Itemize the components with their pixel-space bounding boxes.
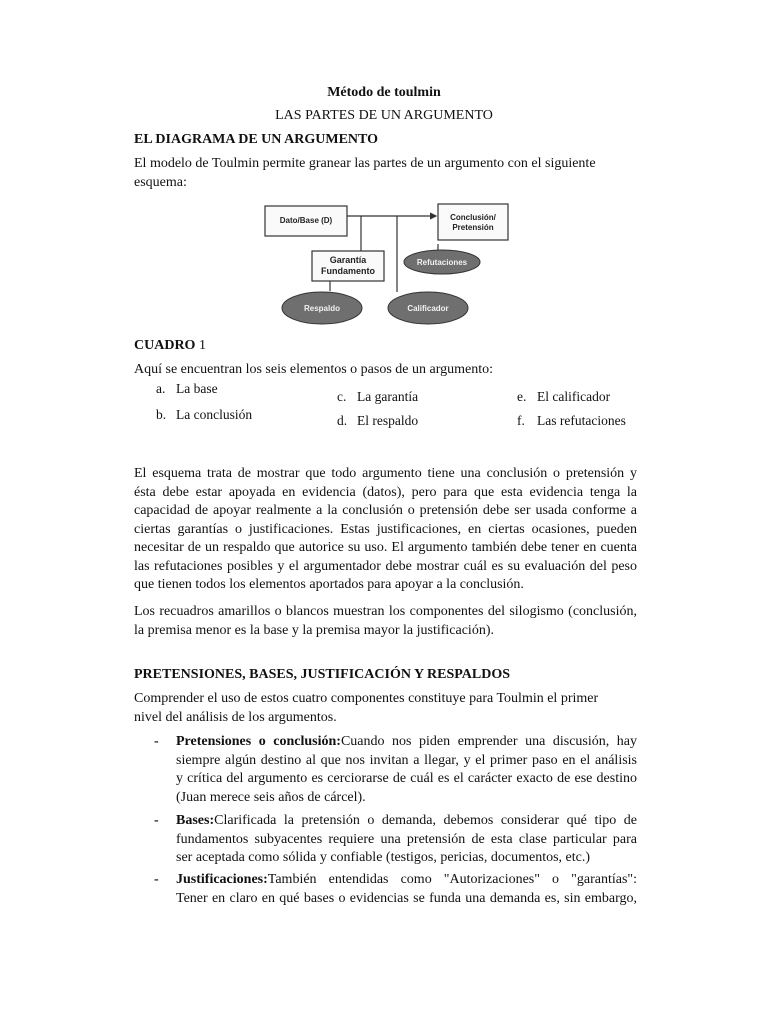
- bullet-line: y crítica del argumento es cerciorarse de cuál es el carácter exacto de ese destino: [176, 771, 637, 786]
- paragraph-esquema: [134, 465, 637, 595]
- conclusion-label-1: Conclusión/: [450, 213, 496, 222]
- bullet-term: Pretensiones o conclusión:: [176, 734, 341, 749]
- intro-line-2: esquema:: [134, 175, 187, 190]
- refutaciones-label: Refutaciones: [416, 258, 468, 267]
- bullet-line: fundamentos subyacentes requiere una pretensión de esta clase particular para: [176, 831, 637, 847]
- calificador-label: Calificador: [407, 304, 449, 313]
- paragraph-line: necesitar de un respaldo que autorice su uso. El argumento también debe tener en cuenta: [134, 540, 637, 555]
- paragraph-line: ciertas garantías o justificaciones. Estas justificaciones, en ciertas ocasiones, pueden: [134, 521, 637, 537]
- bullet-text: [176, 871, 637, 908]
- paragraph-line: que tienen todos los elementos aportados para apoyar a la conclusión.: [134, 577, 524, 592]
- bullet-line: siempre algún destino al que nos invitan a llegar, y el primer paso en el análisis: [176, 752, 637, 768]
- paragraph-line: El esquema trata de mostrar que todo argumento tiene una conclusión o pretensión y: [134, 466, 637, 481]
- cuadro-label: CUADRO: [134, 338, 196, 353]
- dato-label: Dato/Base (D): [279, 216, 333, 225]
- paragraph-recuadros: [134, 603, 637, 640]
- list-item: c. La garantía: [337, 389, 419, 404]
- cuadro-heading: [134, 337, 206, 356]
- paragraph-line: capacidad de apoyar realmente a la conclusión o pretensión debe ser usada conforme a: [134, 503, 637, 518]
- cuadro-number: 1: [198, 338, 206, 353]
- bullet-line: ser aceptada como sólida y confiable (testigos, pericias, documentos, etc.): [176, 850, 591, 865]
- cuadro-intro: Aquí se encuentran los seis elementos o pasos de un argumento:: [134, 362, 493, 377]
- bullet-dash: -: [154, 734, 159, 749]
- bullet-term: Justificaciones:: [176, 872, 268, 887]
- section2-intro-line-1: Comprender el uso de estos cuatro componentes constituye para Toulmin el primer: [134, 691, 599, 706]
- bullet-dash: -: [154, 872, 159, 887]
- garantia-label-2: Fundamento: [321, 266, 375, 276]
- list-item: f. Las refutaciones: [517, 413, 626, 428]
- bullet-line: Tener en claro en qué bases o evidencias se funda una demanda es, sin embargo,: [176, 890, 637, 906]
- bullet-line: Clarificada la pretensión o demanda, debemos considerar qué tipo de: [214, 813, 637, 828]
- conclusion-label-2: Pretensión: [452, 223, 494, 232]
- intro-line-1: El modelo de Toulmin permite granear las partes de un argumento con el siguiente: [134, 156, 596, 171]
- document-title: Método de toulmin: [327, 85, 441, 100]
- section-heading-pretensiones: PRETENSIONES, BASES, JUSTIFICACIÓN Y RESPALDOS: [134, 667, 511, 682]
- conclusion-box: [438, 204, 508, 240]
- bullet-text: [176, 812, 637, 868]
- list-item: b. La conclusión: [156, 407, 253, 422]
- bullet-line: También entendidas como "Autorizaciones" o "garantías":: [267, 872, 637, 887]
- section-heading-diagrama: EL DIAGRAMA DE UN ARGUMENTO: [134, 132, 378, 147]
- paragraph-line: ésta debe estar apoyada en evidencia (datos), pero para que esta evidencia tenga la: [134, 484, 637, 500]
- bullet-term: Bases:: [176, 813, 215, 828]
- list-item: d. El respaldo: [337, 413, 419, 428]
- document-subtitle: LAS PARTES DE UN ARGUMENTO: [275, 108, 493, 123]
- bullet-line: (Juan merece seis años de cárcel).: [176, 789, 366, 805]
- garantia-label-1: Garantía: [329, 255, 367, 265]
- bullet-text: [176, 733, 637, 807]
- bullet-dash: -: [154, 813, 159, 828]
- list-item: a. La base: [156, 381, 218, 396]
- toulmin-diagram: [260, 196, 510, 328]
- list-item: e. El calificador: [517, 389, 611, 404]
- paragraph-line: las refutaciones posibles y el argumentador debe mostrar cuál es su evaluación del peso: [134, 558, 637, 574]
- bullet-line: Cuando nos piden emprender una discusión, hay: [340, 734, 637, 749]
- paragraph-line: la premisa menor es la base y la premisa mayor la justificación).: [134, 622, 494, 638]
- section2-intro-line-2: nivel del análisis de los argumentos.: [134, 710, 337, 725]
- respaldo-label: Respaldo: [303, 304, 340, 313]
- paragraph-line: Los recuadros amarillos o blancos muestran los componentes del silogismo (conclusión,: [134, 604, 637, 619]
